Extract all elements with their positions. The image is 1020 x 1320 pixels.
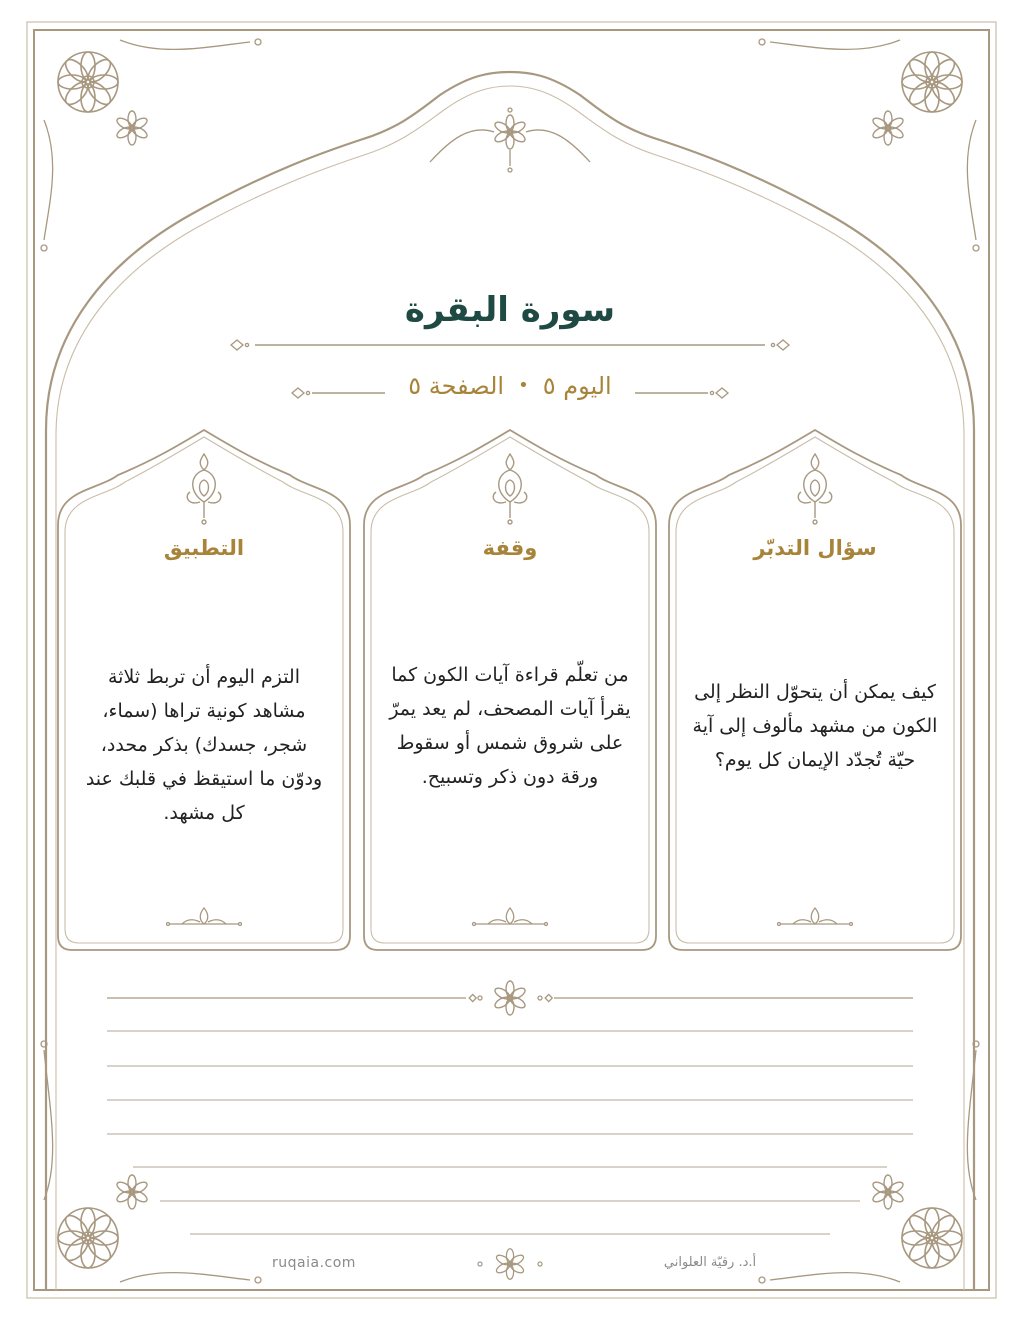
card-body-application: التزم اليوم أن تربط ثلاثة مشاهد كونية تراها (سماء، شجر، جسدك) بذكر محدد، ودوّن ما استيقظ في قلبك عند كل مشهد.	[85, 666, 323, 824]
day-label: اليوم ٥	[542, 372, 612, 400]
author-name: أ.د. رقيّة العلواني	[663, 1255, 757, 1270]
page-label: الصفحة ٥	[408, 372, 505, 400]
card-body-reflection: كيف يمكن أن يتحوّل النظر إلى الكون من مشهد مألوف إلى آية حيّة تُجدّد الإيمان كل يوم؟	[692, 681, 938, 771]
page-title: سورة البقرة	[404, 290, 616, 330]
card-body-pause: من تعلّم قراءة آيات الكون كما يقرأ آيات المصحف، لم يعد يمرّ على شروق شمس أو سقوط ورقة دون ذكر وتسبيح.	[389, 664, 631, 788]
day-page-subtitle	[0, 372, 1020, 400]
card-title-pause: وقفة	[482, 536, 538, 560]
card-title-application: التطبيق	[163, 536, 245, 560]
separator-dot: •	[518, 375, 529, 396]
card-title-reflection: سؤال التدبّر	[753, 536, 877, 560]
website-link[interactable]: ruqaia.com	[272, 1255, 356, 1271]
